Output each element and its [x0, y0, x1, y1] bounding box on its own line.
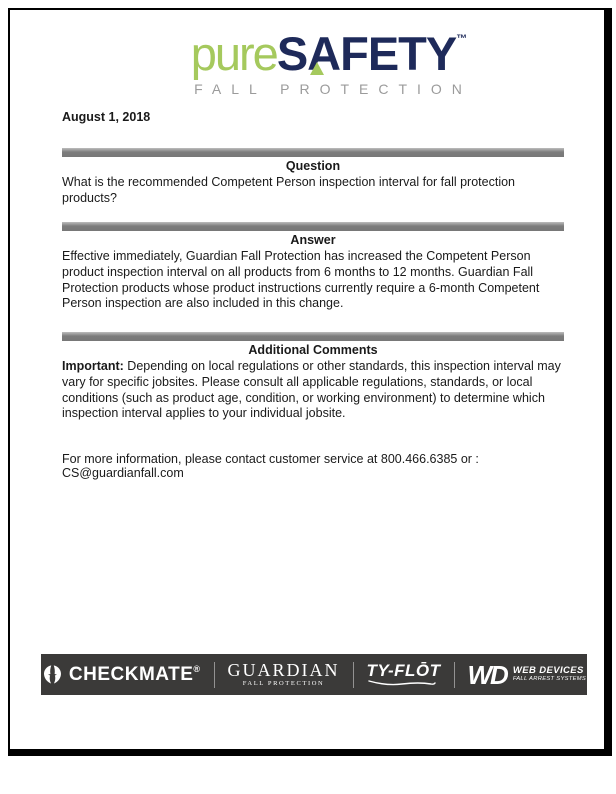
logo-tagline: FALL PROTECTION: [194, 81, 472, 97]
tyflot-logo: [367, 662, 441, 687]
comments-section-title: Additional Comments: [248, 343, 378, 357]
checkmate-logo: [42, 664, 201, 686]
answer-section-title: Answer: [290, 233, 336, 247]
section-divider-bar: [62, 148, 564, 157]
logo-text-safety: SAFETY: [276, 27, 457, 80]
webdevices-wd-monogram: WD: [467, 659, 507, 690]
puresafety-wordmark: [190, 27, 468, 80]
footer-divider: [214, 662, 215, 688]
section-divider-bar: [62, 332, 564, 341]
puresafety-logo: [10, 27, 604, 97]
logo-text-pure: pure: [190, 27, 277, 80]
webdevices-logo: [467, 659, 587, 690]
guardian-logo: [228, 661, 340, 688]
webdevices-text: [513, 666, 586, 683]
section-divider-bar: [62, 222, 564, 231]
comments-important-label: Important:: [62, 359, 124, 373]
footer-brand-bar: [41, 654, 587, 695]
footer-divider: [454, 662, 455, 688]
question-section-title: Question: [285, 159, 341, 173]
answer-section-body: Effective immediately, Guardian Fall Protection has increased the Competent Person product inspection interval on all products from 6 months to 12 months. Guardian Fall Protection products whose product instructions currently require a 6-month Competent Person inspection are also included in this change.: [62, 249, 540, 311]
trademark-symbol: ™: [456, 33, 468, 45]
comments-text: Depending on local regulations or other standards, this inspection interval may vary for specific jobsites. Please consult all applicable regulations, standards, or local conditions (such as product age, condition, or working environment) to determine which inspection interval applies to your individual jobsite.: [62, 359, 561, 421]
question-section-body: What is the recommended Competent Person inspection interval for fall protection products?: [62, 175, 516, 205]
registered-symbol: ®: [193, 663, 201, 674]
tyflot-wordmark: TY-FLŌT: [366, 661, 441, 680]
checkmate-helmet-icon: [42, 664, 63, 685]
checkmate-wordmark: CHECKMATE®: [68, 663, 201, 685]
footer-divider: [353, 662, 354, 688]
guardian-wordmark: GUARDIAN: [227, 660, 340, 681]
tyflot-underline-flourish-icon: [367, 679, 441, 687]
webdevices-name: WEB DEVICES: [512, 665, 584, 677]
document-date: August 1, 2018: [62, 110, 151, 124]
safety-a-triangle-icon: [310, 62, 324, 75]
guardian-subtext: FALL PROTECTION: [242, 680, 325, 688]
comments-section-body: [62, 359, 566, 422]
contact-info-line: For more information, please contact customer service at 800.466.6385 or : CS@guardianfall.com: [62, 452, 479, 480]
document-page: [8, 8, 612, 756]
webdevices-subtext: FALL ARREST SYSTEMS: [512, 676, 587, 683]
